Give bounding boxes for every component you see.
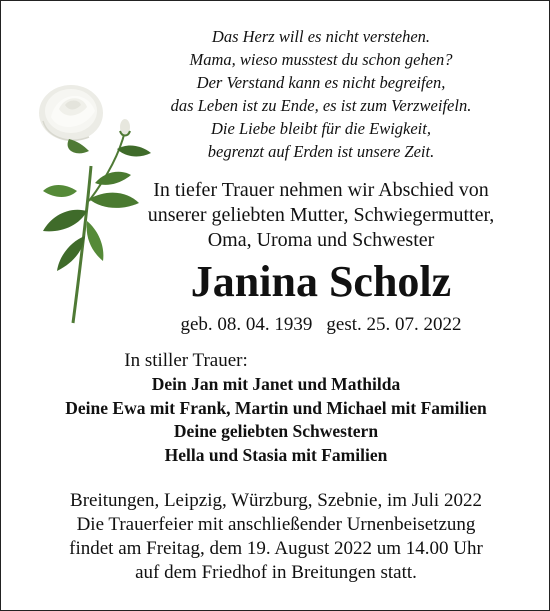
- funeral-line: Die Trauerfeier mit anschließender Urnenbeisetzung: [76, 514, 476, 535]
- mourner-line: Deine Ewa mit Frank, Martin und Michael mit Familien: [65, 397, 487, 418]
- intro-line: unserer geliebten Mutter, Schwiegermutter,: [147, 204, 495, 226]
- poem-line: Mama, wieso musstest du schon gehen?: [189, 50, 453, 69]
- poem-line: Der Verstand kann es nicht begreifen,: [196, 73, 446, 92]
- poem-line: begrenzt auf Erden ist unsere Zeit.: [207, 142, 435, 161]
- place-date-line: Breitungen, Leipzig, Würzburg, Szebnie, im Juli 2022: [70, 490, 482, 511]
- death-date: gest. 25. 07. 2022: [326, 314, 462, 335]
- deceased-name: Janina Scholz: [190, 257, 452, 306]
- mourning-label: In stiller Trauer:: [124, 350, 248, 371]
- poem-line: Die Liebe bleibt für die Ewigkeit,: [211, 119, 431, 138]
- funeral-line: auf dem Friedhof in Breitungen statt.: [135, 562, 417, 583]
- intro-line: In tiefer Trauer nehmen wir Abschied von: [153, 179, 489, 201]
- mourners-list: [1, 373, 550, 467]
- poem: [151, 25, 491, 163]
- poem-line: das Leben ist zu Ende, es ist zum Verzweifeln.: [170, 96, 472, 115]
- mourner-line: Hella und Stasia mit Familien: [164, 444, 388, 465]
- birth-date: geb. 08. 04. 1939: [180, 314, 313, 335]
- life-dates: [121, 313, 521, 337]
- mourner-line: Deine geliebten Schwestern: [173, 421, 379, 441]
- funeral-info: [1, 489, 550, 585]
- funeral-line: findet am Freitag, dem 19. August 2022 um 14.00 Uhr: [69, 538, 483, 559]
- mourner-line: Dein Jan mit Janet und Mathilda: [151, 374, 401, 394]
- poem-line: Das Herz will es nicht verstehen.: [211, 27, 431, 46]
- intro-text: [121, 178, 521, 253]
- intro-line: Oma, Uroma und Schwester: [207, 229, 435, 251]
